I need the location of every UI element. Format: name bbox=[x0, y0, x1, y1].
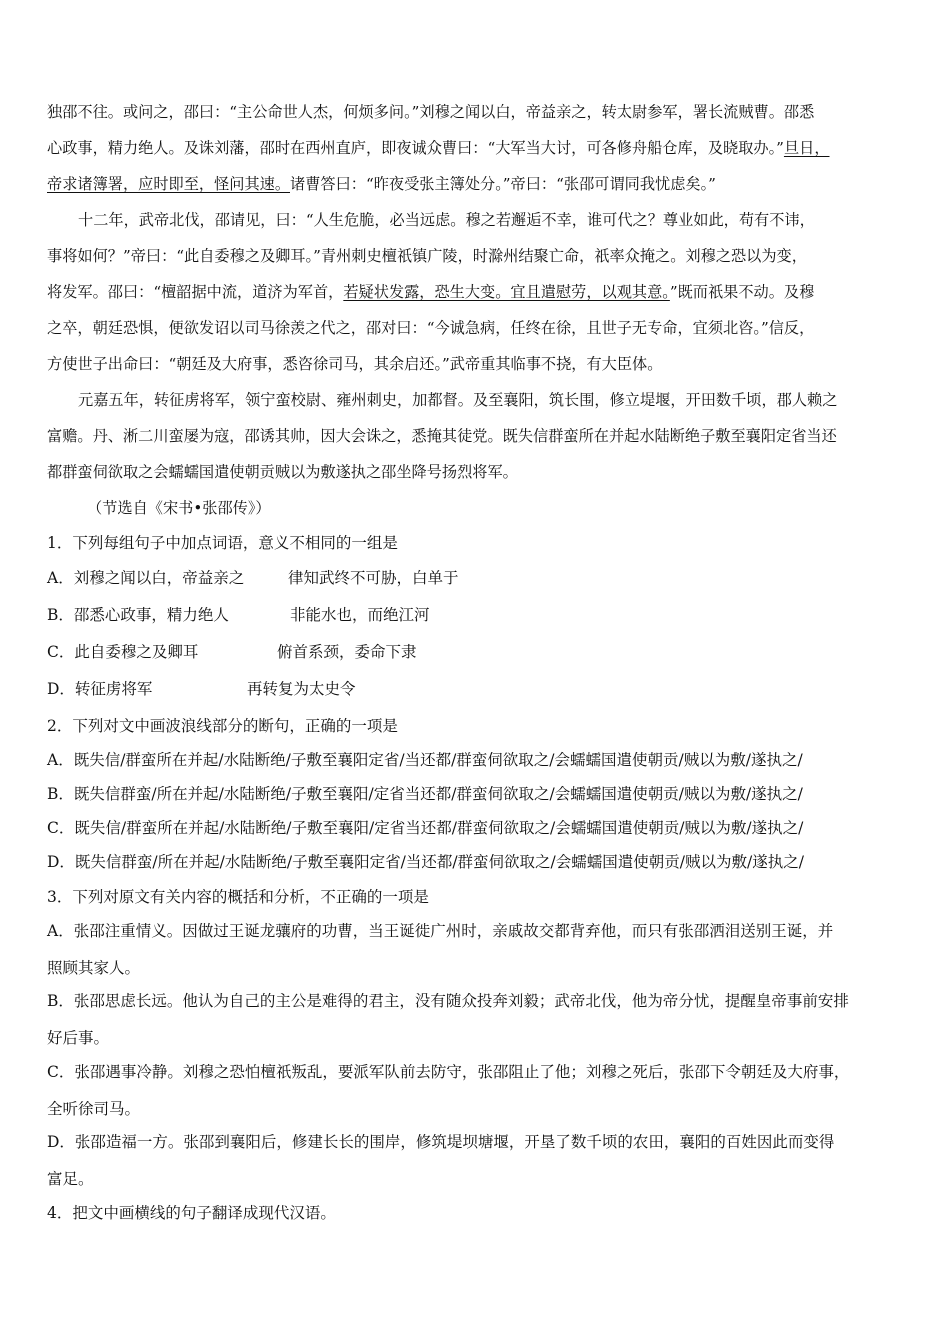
q2-option-a: A．既失信/群蛮所在并起/水陆断绝/子敷至襄阳定省/当还都/群蛮伺欲取之/会蠕蠕国遣使朝贡/贼以为敷/遂执之/ bbox=[47, 751, 803, 769]
underlined-sentence: 帝求诸簿署，应时即至，怪问其速。 bbox=[47, 175, 290, 193]
q3-option-c-cont: 全听徐司马。 bbox=[47, 1100, 141, 1118]
passage-line: 事将如何？”帝曰：“此自委穆之及卿耳。”青州刺史檀祇镇广陵，时滁州结聚亡命，祇率众掩之。刘穆之恐以为变， bbox=[47, 247, 807, 265]
underlined-sentence: 若疑状发露，恐生大变。宜且遣慰劳，以观其意。 bbox=[343, 283, 670, 301]
passage-line: 方使世子出命曰：“朝廷及大府事，悉咨徐司马，其余启还。”武帝重其临事不挠，有大臣体。 bbox=[47, 355, 663, 373]
passage-line: 富赡。丹、淅二川蛮屡为寇，邵诱其帅，因大会诛之，悉掩其徒党。既失信群蛮所在并起水陆断绝子敷至襄阳定省当还 bbox=[47, 427, 837, 445]
q3-option-b-cont: 好后事。 bbox=[47, 1029, 110, 1047]
question-4-stem: 4．把文中画横线的句子翻译成现代汉语。 bbox=[47, 1204, 336, 1222]
q3-option-a-cont: 照顾其家人。 bbox=[47, 959, 141, 977]
q3-option-a: A．张邵注重情义。因做过王诞龙骧府的功曹，当王诞徙广州时，亲戚故交都背弃他，而只有张邵洒泪送别王诞，并 bbox=[47, 922, 834, 940]
passage-line: 之卒，朝廷恐惧，便欲发诏以司马徐羡之代之，邵对曰：“今诚急病，任终在徐，且世子无专命，宜须北咨。”信反， bbox=[47, 319, 815, 337]
q1-option-c: C．此自委穆之及卿耳 俯首系颈，委命下隶 bbox=[47, 643, 417, 661]
passage-line: 都群蛮伺欲取之会蠕蠕国遣使朝贡贼以为敷遂执之邵坐降号扬烈将军。 bbox=[47, 463, 518, 481]
q3-option-b: B．张邵思虑长远。他认为自己的主公是难得的君主，没有随众投奔刘毅；武帝北伐，他为帝分忧，提醒皇帝事前安排 bbox=[47, 992, 849, 1010]
passage-line: 帝求诸簿署，应时即至，怪问其速。诸曹答曰：“昨夜受张主簿处分。”帝曰：“张邵可谓同我忧虑矣。” bbox=[47, 175, 716, 193]
q2-option-c: C．既失信/群蛮所在并起/水陆断绝/子敷至襄阳/定省当还都/群蛮伺欲取之/会蠕蠕国遣使朝贡/贼以为敷/遂执之/ bbox=[47, 819, 804, 837]
q1-option-a: A．刘穆之闻以白，帝益亲之 律知武终不可胁，白单于 bbox=[47, 569, 459, 587]
passage-line: 将发军。邵曰：“檀韶据中流，道济为军首，若疑状发露，恐生大变。宜且遣慰劳，以观其意。”既而祇果不动。及穆 bbox=[47, 283, 815, 301]
passage-line: 十二年，武帝北伐，邵请见，曰：“人生危脆，必当远虑。穆之若邂逅不幸，谁可代之？尊业如此，苟有不讳， bbox=[78, 211, 815, 229]
question-3-stem: 3．下列对原文有关内容的概括和分析，不正确的一项是 bbox=[47, 888, 429, 906]
q3-option-d-cont: 富足。 bbox=[47, 1170, 94, 1188]
underlined-sentence: 旦日， bbox=[783, 139, 830, 157]
q1-option-b: B．邵悉心政事，精力绝人 非能水也，而绝江河 bbox=[47, 606, 430, 624]
passage-line: 心政事，精力绝人。及诛刘藩，邵时在西州直庐，即夜诚众曹曰：“大军当大讨，可各修舟船仓库，及晓取办。”旦日， bbox=[47, 139, 830, 157]
question-2-stem: 2．下列对文中画波浪线部分的断句，正确的一项是 bbox=[47, 717, 398, 735]
q1-option-d: D．转征虏将军 再转复为太史令 bbox=[47, 680, 356, 698]
q2-option-d: D．既失信群蛮/所在并起/水陆断绝/子敷至襄阳定省/当还都/群蛮伺欲取之/会蠕蠕国遣使朝贡/贼以为敷/遂执之/ bbox=[47, 853, 804, 871]
q2-option-b: B．既失信群蛮/所在并起/水陆断绝/子敷至襄阳/定省当还都/群蛮伺欲取之/会蠕蠕国遣使朝贡/贼以为敷/遂执之/ bbox=[47, 785, 803, 803]
source-citation: （节选自《宋书•张邵传》） bbox=[87, 499, 271, 517]
question-1-stem: 1．下列每组句子中加点词语，意义不相同的一组是 bbox=[47, 534, 398, 552]
passage-line: 元嘉五年，转征虏将军，领宁蛮校尉、雍州刺史，加都督。及至襄阳，筑长围，修立堤堰，开田数千顷，郡人赖之 bbox=[78, 391, 838, 409]
q3-option-d: D．张邵造福一方。张邵到襄阳后，修建长长的围岸，修筑堤坝塘堰，开垦了数千顷的农田，襄阳的百姓因此而变得 bbox=[47, 1133, 835, 1151]
passage-line: 独邵不往。或问之，邵曰：“主公命世人杰，何烦多问。”刘穆之闻以白，帝益亲之，转太尉参军，署长流贼曹。邵悉 bbox=[47, 103, 815, 121]
q3-option-c: C．张邵遇事冷静。刘穆之恐怕檀祇叛乱，要派军队前去防守，张邵阻止了他；刘穆之死后，张邵下令朝廷及大府事， bbox=[47, 1063, 850, 1081]
